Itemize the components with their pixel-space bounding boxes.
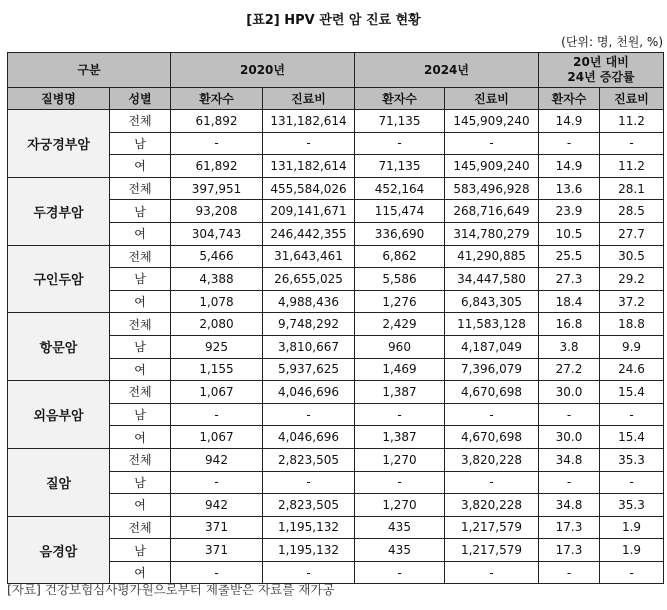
disease-name: 항문암 <box>8 313 110 381</box>
cost-rate-cell: - <box>600 132 664 155</box>
patients-2024-cell: 1,469 <box>355 358 445 381</box>
patients-rate-cell: 13.6 <box>539 177 600 200</box>
patients-2024-cell: 1,270 <box>355 494 445 517</box>
cost-rate-cell: 35.3 <box>600 448 664 471</box>
patients-2020-cell: 5,466 <box>171 245 263 268</box>
cost-2024-cell: - <box>445 561 539 584</box>
cost-rate-cell: 15.4 <box>600 381 664 404</box>
patients-rate-cell: 17.3 <box>539 516 600 539</box>
sex-cell: 전체 <box>110 516 171 539</box>
table-row <box>8 516 664 539</box>
patients-2024-cell: 6,862 <box>355 245 445 268</box>
patients-rate-cell: 3.8 <box>539 335 600 358</box>
sex-cell: 전체 <box>110 381 171 404</box>
cost-2020-cell: 455,584,026 <box>263 177 355 200</box>
patients-rate-cell: 27.3 <box>539 268 600 291</box>
hpv-cancer-table <box>7 52 664 584</box>
cost-rate-cell: 24.6 <box>600 358 664 381</box>
sex-cell: 남 <box>110 539 171 562</box>
cost-2024-cell: 4,187,049 <box>445 335 539 358</box>
header-patients-2024: 환자수 <box>355 88 445 110</box>
cost-rate-cell: 11.2 <box>600 155 664 178</box>
cost-2024-cell: 3,820,228 <box>445 494 539 517</box>
patients-2020-cell: 1,155 <box>171 358 263 381</box>
cost-2020-cell: 5,937,625 <box>263 358 355 381</box>
sex-cell: 여 <box>110 155 171 178</box>
patients-2020-cell: - <box>171 403 263 426</box>
sex-cell: 여 <box>110 222 171 245</box>
header-category: 구분 <box>8 53 171 88</box>
patients-rate-cell: 27.2 <box>539 358 600 381</box>
patients-rate-cell: 30.0 <box>539 381 600 404</box>
header-2020: 2020년 <box>171 53 355 88</box>
cost-2020-cell: - <box>263 561 355 584</box>
sex-cell: 여 <box>110 426 171 449</box>
cost-2020-cell: 246,442,355 <box>263 222 355 245</box>
cost-2024-cell: 7,396,079 <box>445 358 539 381</box>
sex-cell: 전체 <box>110 177 171 200</box>
patients-2024-cell: 2,429 <box>355 313 445 336</box>
patients-2024-cell: 435 <box>355 539 445 562</box>
table-row <box>8 381 664 404</box>
patients-2024-cell: 71,135 <box>355 155 445 178</box>
cost-rate-cell: 37.2 <box>600 290 664 313</box>
cost-2024-cell: 34,447,580 <box>445 268 539 291</box>
patients-2020-cell: 1,067 <box>171 381 263 404</box>
patients-rate-cell: 34.8 <box>539 494 600 517</box>
cost-2020-cell: 209,141,671 <box>263 200 355 223</box>
cost-2024-cell: 3,820,228 <box>445 448 539 471</box>
cost-rate-cell: 35.3 <box>600 494 664 517</box>
patients-rate-cell: 14.9 <box>539 110 600 133</box>
cost-2020-cell: - <box>263 403 355 426</box>
patients-rate-cell: 30.0 <box>539 426 600 449</box>
disease-name: 자궁경부암 <box>8 110 110 178</box>
header-change-line2: 24년 증감률 <box>567 70 635 84</box>
cost-2020-cell: 3,810,667 <box>263 335 355 358</box>
patients-2024-cell: 960 <box>355 335 445 358</box>
cost-2020-cell: 2,823,505 <box>263 494 355 517</box>
cost-2024-cell: 4,670,698 <box>445 426 539 449</box>
cost-2020-cell: 4,046,696 <box>263 381 355 404</box>
cost-2020-cell: 4,046,696 <box>263 426 355 449</box>
table-body <box>8 110 664 584</box>
cost-2024-cell: 1,217,579 <box>445 539 539 562</box>
patients-2024-cell: 1,387 <box>355 381 445 404</box>
cost-2024-cell: 314,780,279 <box>445 222 539 245</box>
cost-2024-cell: 11,583,128 <box>445 313 539 336</box>
cost-2020-cell: - <box>263 471 355 494</box>
cost-2020-cell: 31,643,461 <box>263 245 355 268</box>
cost-2020-cell: 1,195,132 <box>263 516 355 539</box>
patients-2020-cell: 93,208 <box>171 200 263 223</box>
table-row <box>8 177 664 200</box>
patients-rate-cell: - <box>539 132 600 155</box>
cost-2020-cell: - <box>263 132 355 155</box>
patients-2024-cell: 71,135 <box>355 110 445 133</box>
patients-rate-cell: - <box>539 561 600 584</box>
sex-cell: 전체 <box>110 313 171 336</box>
patients-2020-cell: 1,067 <box>171 426 263 449</box>
sex-cell: 남 <box>110 335 171 358</box>
sex-cell: 전체 <box>110 245 171 268</box>
cost-rate-cell: 29.2 <box>600 268 664 291</box>
patients-rate-cell: 16.8 <box>539 313 600 336</box>
table-title: [표2] HPV 관련 암 진료 현황 <box>246 13 421 28</box>
table-row <box>8 245 664 268</box>
patients-rate-cell: 34.8 <box>539 448 600 471</box>
patients-2024-cell: 115,474 <box>355 200 445 223</box>
patients-2024-cell: 435 <box>355 516 445 539</box>
patients-2020-cell: - <box>171 132 263 155</box>
patients-2020-cell: 371 <box>171 539 263 562</box>
patients-2024-cell: - <box>355 132 445 155</box>
header-cost-2020: 진료비 <box>263 88 355 110</box>
patients-rate-cell: 25.5 <box>539 245 600 268</box>
patients-2020-cell: 925 <box>171 335 263 358</box>
patients-rate-cell: 23.9 <box>539 200 600 223</box>
sex-cell: 남 <box>110 471 171 494</box>
header-patients-2020: 환자수 <box>171 88 263 110</box>
patients-2024-cell: 336,690 <box>355 222 445 245</box>
cost-2024-cell: 41,290,885 <box>445 245 539 268</box>
sex-cell: 여 <box>110 358 171 381</box>
patients-2020-cell: 304,743 <box>171 222 263 245</box>
cost-2024-cell: 4,670,698 <box>445 381 539 404</box>
header-disease: 질병명 <box>8 88 110 110</box>
patients-2024-cell: 1,387 <box>355 426 445 449</box>
sex-cell: 전체 <box>110 448 171 471</box>
unit-note: (단위: 명, 천원, %) <box>561 35 663 49</box>
cost-2024-cell: - <box>445 471 539 494</box>
cost-2020-cell: 26,655,025 <box>263 268 355 291</box>
cost-2020-cell: 2,823,505 <box>263 448 355 471</box>
cost-rate-cell: 9.9 <box>600 335 664 358</box>
cost-2024-cell: 1,217,579 <box>445 516 539 539</box>
cost-rate-cell: 27.7 <box>600 222 664 245</box>
sex-cell: 전체 <box>110 110 171 133</box>
patients-2020-cell: 4,388 <box>171 268 263 291</box>
cost-2020-cell: 9,748,292 <box>263 313 355 336</box>
sex-cell: 남 <box>110 132 171 155</box>
cost-rate-cell: 30.5 <box>600 245 664 268</box>
cost-rate-cell: - <box>600 403 664 426</box>
sex-cell: 남 <box>110 403 171 426</box>
patients-2020-cell: 371 <box>171 516 263 539</box>
sex-cell: 여 <box>110 290 171 313</box>
cost-rate-cell: 28.1 <box>600 177 664 200</box>
table-row <box>8 313 664 336</box>
patients-2024-cell: 5,586 <box>355 268 445 291</box>
patients-rate-cell: 17.3 <box>539 539 600 562</box>
cost-2020-cell: 131,182,614 <box>263 110 355 133</box>
header-2024: 2024년 <box>355 53 539 88</box>
cost-2024-cell: - <box>445 132 539 155</box>
cost-2020-cell: 131,182,614 <box>263 155 355 178</box>
source-note: [자료] 건강보험심사평가원으로부터 제출받은 자료를 재가공 <box>7 582 335 597</box>
patients-rate-cell: 18.4 <box>539 290 600 313</box>
cost-rate-cell: - <box>600 471 664 494</box>
disease-name: 두경부암 <box>8 177 110 245</box>
cost-2024-cell: - <box>445 403 539 426</box>
patients-rate-cell: 14.9 <box>539 155 600 178</box>
disease-name: 질암 <box>8 448 110 516</box>
cost-2020-cell: 1,195,132 <box>263 539 355 562</box>
header-cost-2024: 진료비 <box>445 88 539 110</box>
patients-2024-cell: 1,276 <box>355 290 445 313</box>
cost-rate-cell: - <box>600 561 664 584</box>
sex-cell: 남 <box>110 268 171 291</box>
patients-2020-cell: 2,080 <box>171 313 263 336</box>
patients-2020-cell: 61,892 <box>171 155 263 178</box>
cost-rate-cell: 11.2 <box>600 110 664 133</box>
cost-2024-cell: 145,909,240 <box>445 155 539 178</box>
header-sex: 성별 <box>110 88 171 110</box>
patients-2020-cell: 942 <box>171 494 263 517</box>
cost-2024-cell: 268,716,649 <box>445 200 539 223</box>
patients-rate-cell: 10.5 <box>539 222 600 245</box>
header-cost-rate: 진료비 <box>600 88 664 110</box>
patients-2024-cell: - <box>355 561 445 584</box>
patients-2020-cell: 1,078 <box>171 290 263 313</box>
patients-2024-cell: 1,270 <box>355 448 445 471</box>
disease-name: 외음부암 <box>8 381 110 449</box>
cost-2024-cell: 6,843,305 <box>445 290 539 313</box>
cost-2020-cell: 4,988,436 <box>263 290 355 313</box>
patients-2020-cell: 397,951 <box>171 177 263 200</box>
cost-2024-cell: 583,496,928 <box>445 177 539 200</box>
patients-2024-cell: 452,164 <box>355 177 445 200</box>
sex-cell: 여 <box>110 494 171 517</box>
patients-2020-cell: - <box>171 471 263 494</box>
cost-rate-cell: 15.4 <box>600 426 664 449</box>
patients-rate-cell: - <box>539 471 600 494</box>
sex-cell: 남 <box>110 200 171 223</box>
disease-name: 구인두암 <box>8 245 110 313</box>
patients-2020-cell: - <box>171 561 263 584</box>
patients-2020-cell: 942 <box>171 448 263 471</box>
cost-rate-cell: 1.9 <box>600 516 664 539</box>
patients-2024-cell: - <box>355 471 445 494</box>
header-change-line1: 20년 대비 <box>573 55 629 69</box>
cost-2024-cell: 145,909,240 <box>445 110 539 133</box>
table-row <box>8 448 664 471</box>
patients-2024-cell: - <box>355 403 445 426</box>
cost-rate-cell: 1.9 <box>600 539 664 562</box>
header-patients-rate: 환자수 <box>539 88 600 110</box>
table-row <box>8 110 664 133</box>
patients-rate-cell: - <box>539 403 600 426</box>
header-change-rate <box>539 53 664 88</box>
cost-rate-cell: 18.8 <box>600 313 664 336</box>
patients-2020-cell: 61,892 <box>171 110 263 133</box>
cost-rate-cell: 28.5 <box>600 200 664 223</box>
disease-name: 음경암 <box>8 516 110 584</box>
sex-cell: 여 <box>110 561 171 584</box>
